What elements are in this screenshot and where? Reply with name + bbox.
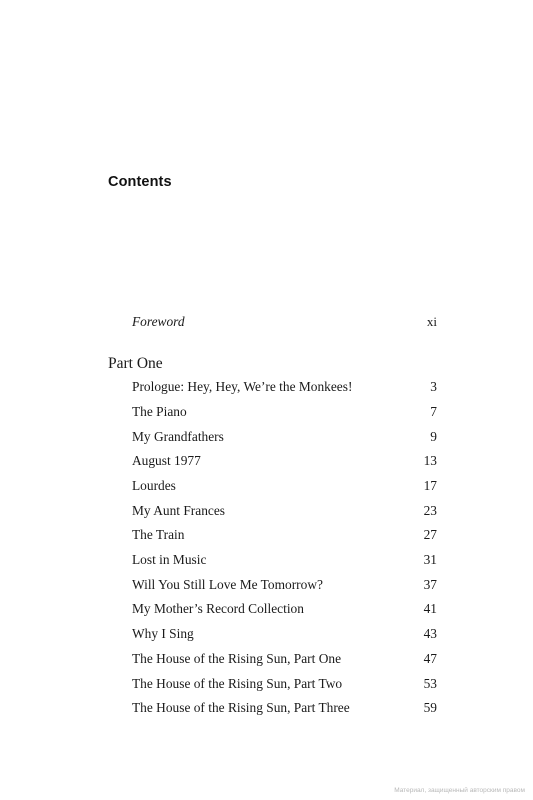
toc-entry[interactable]	[132, 527, 437, 545]
toc-entry[interactable]	[132, 429, 437, 447]
contents-heading: Contents	[108, 174, 172, 190]
toc-entry-page: 43	[423, 626, 437, 641]
toc-entry[interactable]	[132, 379, 437, 397]
toc-entry-title: The Piano	[132, 404, 187, 419]
toc-entry-title: Why I Sing	[132, 626, 194, 641]
toc-entry-page: 59	[423, 700, 437, 715]
toc-entry-title: Lost in Music	[132, 552, 207, 567]
toc-entry-page: 17	[423, 478, 437, 493]
toc-entry-title: August 1977	[132, 453, 201, 468]
toc-entry-title: My Mother’s Record Collection	[132, 601, 304, 616]
toc-entry-page: 53	[423, 676, 437, 691]
toc-entry-title: Will You Still Love Me Tomorrow?	[132, 577, 323, 592]
toc-entry[interactable]	[132, 676, 437, 694]
toc-entry[interactable]	[132, 700, 437, 718]
toc-entry[interactable]	[132, 503, 437, 521]
toc-entry[interactable]	[132, 404, 437, 422]
toc-entry-page: 23	[423, 503, 437, 518]
toc-entry-title: The House of the Rising Sun, Part Two	[132, 676, 343, 691]
toc-entry-page: 47	[423, 651, 437, 666]
toc-entry[interactable]	[132, 453, 437, 471]
toc-entry-page: xi	[426, 314, 437, 329]
toc-entry-title: The House of the Rising Sun, Part Three	[132, 700, 350, 715]
toc-entry-title: My Grandfathers	[132, 429, 224, 444]
toc-entry-title: Foreword	[132, 314, 185, 329]
toc-entry-foreword[interactable]	[132, 314, 437, 332]
toc-entry-page: 13	[423, 453, 437, 468]
toc-entry-page: 41	[423, 601, 437, 616]
toc-entry-title: Prologue: Hey, Hey, We’re the Monkees!	[132, 379, 353, 394]
toc-entry[interactable]	[132, 626, 437, 644]
toc-entry-title: My Aunt Frances	[132, 503, 225, 518]
toc-entry-page: 7	[430, 404, 437, 419]
toc-entry-title: The House of the Rising Sun, Part One	[132, 651, 342, 666]
toc-entry[interactable]	[132, 577, 437, 595]
toc-entry-page: 3	[430, 379, 437, 394]
toc-entry[interactable]	[132, 651, 437, 669]
toc-entry-page: 31	[423, 552, 437, 567]
copyright-watermark: Материал, защищенный авторским правом	[394, 787, 525, 794]
part-heading: Part One	[108, 355, 163, 372]
toc-entry[interactable]	[132, 478, 437, 496]
toc-entry-title: The Train	[132, 527, 185, 542]
toc-entry[interactable]	[132, 601, 437, 619]
toc-entry-title: Lourdes	[132, 478, 176, 493]
toc-entry-page: 27	[423, 527, 437, 542]
toc-entry[interactable]	[132, 552, 437, 570]
toc-entry-page: 37	[423, 577, 437, 592]
toc-entry-page: 9	[430, 429, 437, 444]
